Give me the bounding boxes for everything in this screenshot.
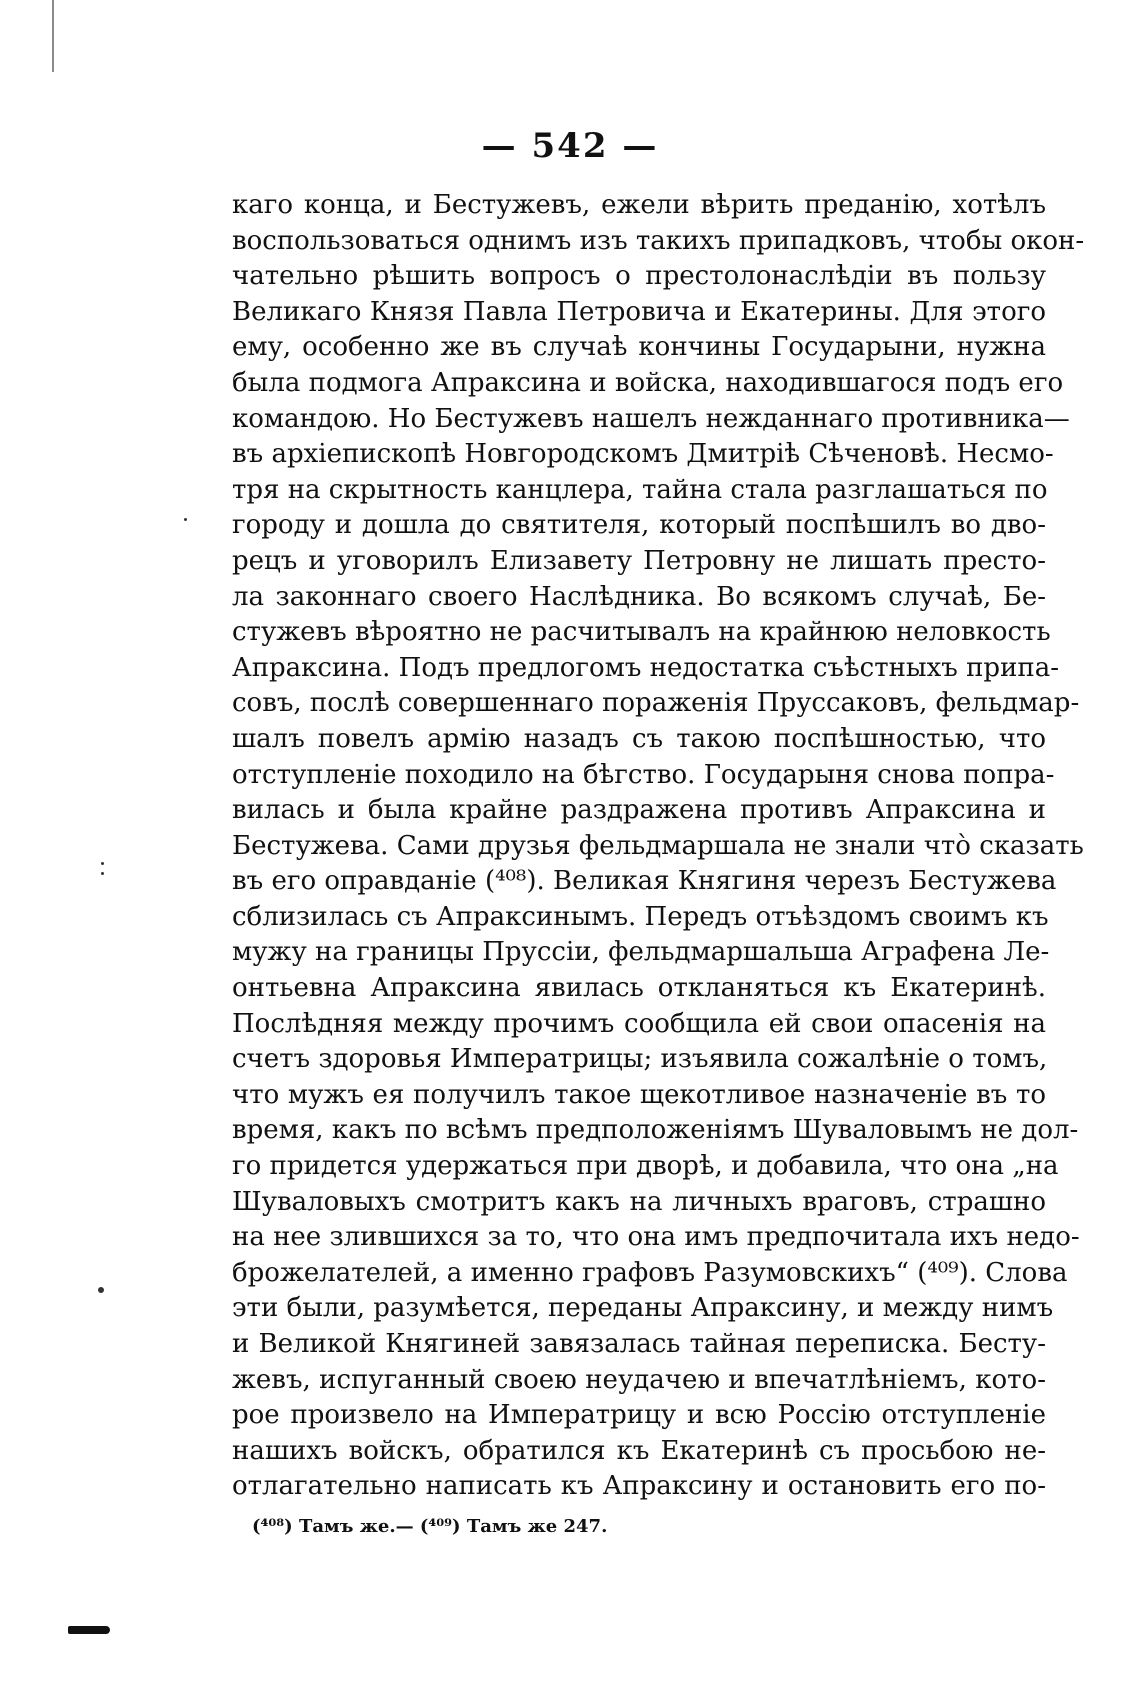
text-line: въ его оправданіе (⁴⁰⁸). Великая Княгиня черезъ Бестужева [232, 866, 1057, 897]
text-line: онтьевна Апраксина явилась откланяться къ Екатеринѣ. [232, 973, 1046, 1004]
text-line: отступленіе походило на бѣгство. Государыня снова попра- [232, 759, 1055, 790]
text-line: жевъ, испуганный своею неудачею и впечатлѣніемъ, кото- [232, 1364, 1046, 1395]
text-line: мужу на границы Пруссіи, фельдмаршальша Аграфена Ле- [232, 937, 1050, 968]
text-line: время, какъ по всѣмъ предположеніямъ Шуваловымъ не дол- [232, 1115, 1079, 1146]
ink-blot [68, 1626, 110, 1634]
footnote: (⁴⁰⁸) Тамъ же.— (⁴⁰⁹) Тамъ же 247. [252, 1516, 608, 1537]
text-line: вилась и была крайне раздражена противъ Апраксина и [232, 795, 1046, 826]
text-line: городу и дошла до святителя, который поспѣшилъ во дво- [232, 510, 1046, 541]
margin-speck [184, 518, 187, 521]
text-line: совъ, послѣ совершеннаго пораженія Пруссаковъ, фельдмар- [232, 688, 1080, 719]
text-line: воспользоваться однимъ изъ такихъ припадковъ, чтобы окон- [232, 225, 1085, 256]
text-line: Шуваловыхъ смотритъ какъ на личныхъ враговъ, страшно [232, 1186, 1046, 1217]
text-line: каго конца, и Бестужевъ, ежели вѣрить преданію, хотѣлъ [232, 190, 1046, 220]
scan-gutter-line [52, 0, 54, 72]
page-number: — 542 — [481, 126, 659, 166]
text-line: го придется удержаться при дворѣ, и добавила, что она „на [232, 1151, 1059, 1182]
margin-speck [101, 872, 104, 875]
text-line: ла законнаго своего Наслѣдника. Во всякомъ случаѣ, Бе- [232, 581, 1046, 612]
text-line: въ архіепископѣ Новгородскомъ Дмитріѣ Сѣченовѣ. Несмо- [232, 439, 1054, 470]
text-line: ему, особенно же въ случаѣ кончины Государыни, нужна [232, 332, 1046, 363]
text-line: командою. Но Бестужевъ нашелъ нежданнаго противника— [232, 403, 1070, 434]
body-text [232, 188, 1085, 1505]
text-line: Великаго Князя Павла Петровича и Екатерины. Для этого [232, 296, 1046, 327]
text-line: Бестужева. Сами друзья фельдмаршала не знали что̀ сказать [232, 830, 1084, 861]
text-line: счетъ здоровья Императрицы; изъявила сожалѣніе о томъ, [232, 1044, 1048, 1075]
text-line: брожелателей, а именно графовъ Разумовскихъ“ (⁴⁰⁹). Слова [232, 1257, 1068, 1288]
text-line: шалъ повелъ армію назадъ съ такою поспѣшностью, что [232, 723, 1046, 754]
text-line: рое произвело на Императрицу и всю Россію отступленіе [232, 1400, 1046, 1431]
text-line: была подмога Апраксина и войска, находившагося подъ его [232, 367, 1064, 398]
text-line: чательно рѣшить вопросъ о престолонаслѣдіи въ пользу [232, 261, 1046, 292]
text-line: тря на скрытность канцлера, тайна стала разглашаться по [232, 474, 1048, 505]
text-line: отлагательно написать къ Апраксину и остановить его по- [232, 1471, 1046, 1502]
margin-speck [101, 862, 104, 865]
text-line: рецъ и уговорилъ Елизавету Петровну не лишать престо- [232, 545, 1046, 576]
text-line: Послѣдняя между прочимъ сообщила ей свои опасенія на [232, 1008, 1046, 1039]
text-line: что мужъ ея получилъ такое щекотливое назначеніе въ то [232, 1079, 1046, 1110]
text-line: на нее злившихся за то, что она имъ предпочитала ихъ недо- [232, 1222, 1080, 1253]
text-line: стужевъ вѣроятно не расчитывалъ на крайнюю неловкость [232, 617, 1051, 648]
text-line: Апраксина. Подъ предлогомъ недостатка съѣстныхъ припа- [232, 652, 1060, 683]
margin-speck [98, 1287, 104, 1293]
text-line: нашихъ войскъ, обратился къ Екатеринѣ съ просьбою не- [232, 1435, 1046, 1466]
text-line: и Великой Княгиней завязалась тайная переписка. Бесту- [232, 1329, 1046, 1359]
text-line: эти были, разумѣется, переданы Апраксину, и между нимъ [232, 1293, 1054, 1324]
text-line: сблизилась съ Апраксинымъ. Передъ отъѣздомъ своимъ къ [232, 901, 1049, 932]
